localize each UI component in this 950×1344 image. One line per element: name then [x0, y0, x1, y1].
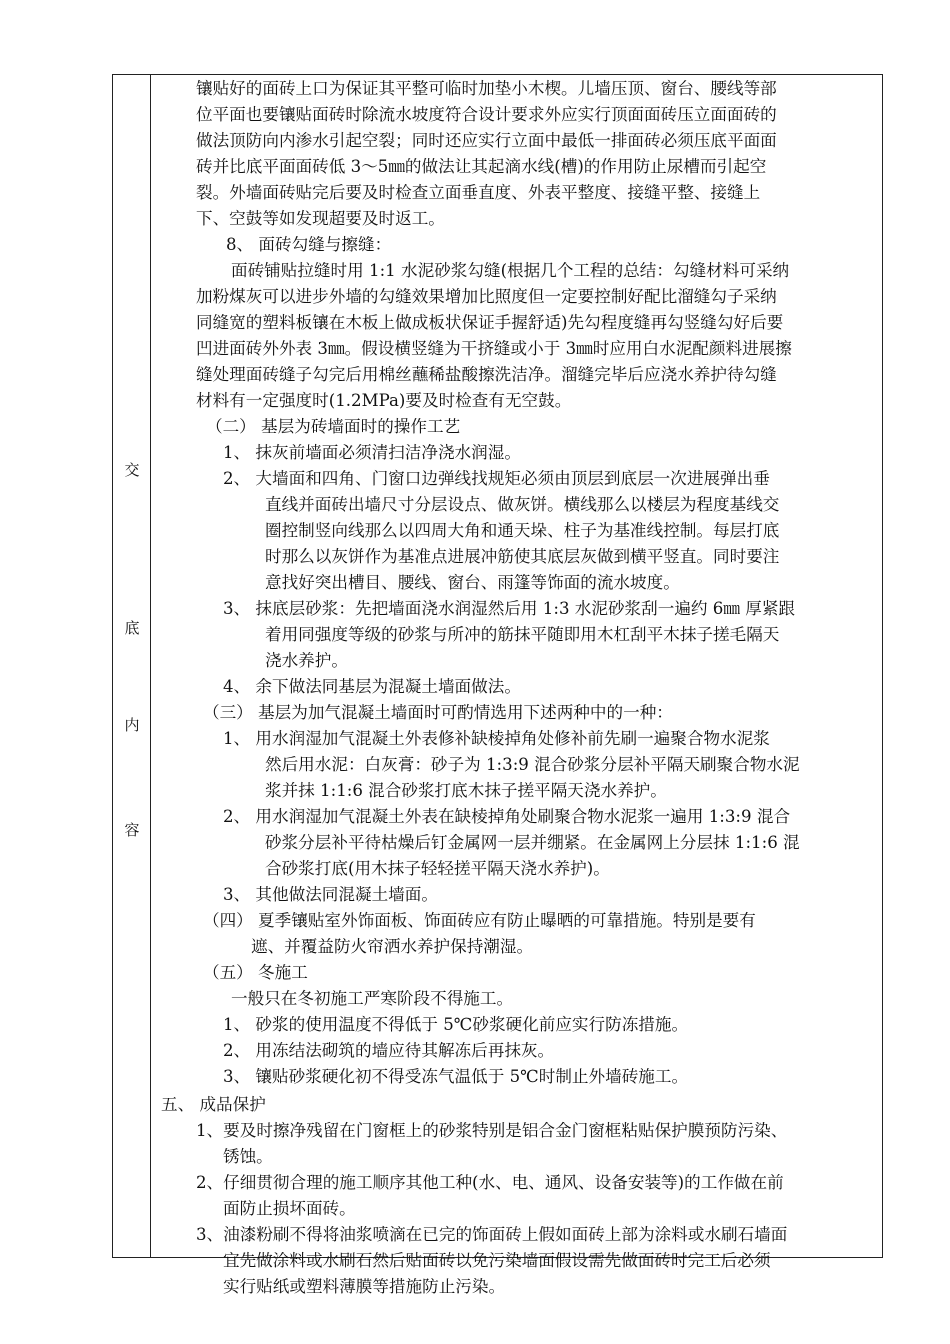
text-line: 凹进面砖外外表 3㎜。假设横竖缝为干挤缝或小于 3㎜时应用白水泥配颜料进展擦: [196, 339, 792, 358]
text-line: 砂浆分层补平待枯燥后钉金属网一层并绷紧。在金属网上分层抹 1:1:6 混: [265, 833, 800, 852]
text-line: 1、 砂浆的使用温度不得低于 5℃砂浆硬化前应实行防冻措施。: [223, 1015, 689, 1034]
text-line: 然后用水泥：白灰膏：砂子为 1:3:9 混合砂浆分层补平隔天刷聚合物水泥: [265, 755, 800, 774]
text-line: 遮、并覆益防火帘洒水养护保持潮湿。: [251, 937, 534, 956]
text-line: （二） 基层为砖墙面时的操作工艺: [206, 417, 461, 436]
text-line: 实行贴纸或塑料薄膜等措施防止污染。: [223, 1277, 506, 1296]
text-line: 一般只在冬初施工严寒阶段不得施工。: [231, 989, 514, 1008]
text-line: （三） 基层为加气混凝土墙面时可酌情选用下述两种中的一种：: [203, 703, 673, 722]
text-line: 同缝宽的塑料板镶在木板上做成板状保证手握舒适)先勾程度缝再勾竖缝勾好后要: [196, 313, 784, 332]
text-line: 时那么以灰饼作为基准点进展冲筋使其底层灰做到横平竖直。同时要注: [265, 547, 780, 566]
label-char: 内: [124, 716, 140, 734]
text-line: 2、 用水润湿加气混凝土外表在缺棱掉角处刷聚合物水泥浆一遍用 1:3:9 混合: [223, 807, 791, 826]
text-line: 8、 面砖勾缝与擦缝：: [226, 235, 392, 254]
text-line: 2、 用冻结法砌筑的墙应待其解冻后再抹灰。: [223, 1041, 555, 1060]
text-line: 位平面也要镶贴面砖时除流水坡度符合设计要求外应实行顶面面砖压立面面砖的: [196, 105, 777, 124]
text-line: 砖并比底平面面砖低 3～5㎜的做法让其起滴水线(槽)的作用防止尿槽而引起空: [196, 157, 767, 176]
text-line: 面防止损坏面砖。: [223, 1199, 356, 1218]
text-line: （四） 夏季镶贴室外饰面板、饰面砖应有防止曝晒的可靠措施。特别是要有: [203, 911, 756, 930]
text-line: 4、 余下做法同基层为混凝土墙面做法。: [223, 677, 521, 696]
text-line: 做法顶防向内渗水引起空裂；同时还应实行立面中最低一排面砖必须压底平面面: [196, 131, 777, 150]
text-line: 面砖铺贴拉缝时用 1:1 水泥砂浆勾缝(根据几个工程的总结：勾缝材料可采纳: [231, 261, 790, 280]
label-char: 容: [124, 821, 140, 839]
text-line: 缝处理面砖缝子勾完后用棉丝蘸稀盐酸擦洗洁净。溜缝完毕后应浇水养护待勾缝: [196, 365, 777, 384]
text-line: 镶贴好的面砖上口为保证其平整可临时加垫小木楔。儿墙压顶、窗台、腰线等部: [196, 79, 777, 98]
text-line: （五） 冬施工: [203, 963, 308, 982]
text-line: 裂。外墙面砖贴完后要及时检查立面垂直度、外表平整度、接缝平整、接缝上: [196, 183, 761, 202]
text-line: 下、空鼓等如发现超要及时返工。: [196, 209, 445, 228]
text-line: 1、 用水润湿加气混凝土外表修补缺棱掉角处修补前先刷一遍聚合物水泥浆: [223, 729, 770, 748]
label-char: 交: [124, 461, 140, 479]
text-line: 意找好突出槽目、腰线、窗台、雨篷等饰面的流水坡度。: [265, 573, 680, 592]
label-char: 底: [124, 619, 140, 637]
disclosure-content: [151, 75, 882, 1296]
text-line: 锈蚀。: [223, 1147, 273, 1166]
text-line: 3、油漆粉刷不得将油浆喷滴在已完的饰面砖上假如面砖上部为涂料或水刷石墙面: [196, 1225, 788, 1244]
disclosure-table: [112, 74, 883, 1296]
text-line: 2、 大墙面和四角、门窗口边弹线找规矩必须由顶层到底层一次进展弹出垂: [223, 469, 770, 488]
text-line: 1、要及时擦净残留在门窗框上的砂浆特别是铝合金门窗框粘贴保护膜预防污染、: [196, 1121, 788, 1140]
label-column: [113, 75, 151, 1257]
text-line: 3、 其他做法同混凝土墙面。: [223, 885, 438, 904]
text-line: 3、 镶贴砂浆硬化初不得受冻气温低于 5℃时制止外墙砖施工。: [223, 1067, 689, 1086]
text-line: 着用同强度等级的砂浆与所冲的筋抹平随即用木杠刮平木抹子搓毛隔天: [265, 625, 780, 644]
text-line: 1、 抹灰前墙面必须清扫洁净浇水润湿。: [223, 443, 521, 462]
text-line: 浆并抹 1:1:6 混合砂浆打底木抹子搓平隔天浇水养护。: [265, 781, 667, 800]
text-line: 3、 抹底层砂浆：先把墙面浇水润湿然后用 1:3 水泥砂浆刮一遍约 6㎜ 厚紧跟: [223, 599, 796, 618]
text-line: 加粉煤灰可以进步外墙的勾缝效果增加比照度但一定要控制好配比溜缝勾子采纳: [196, 287, 777, 306]
text-line: 浇水养护。: [265, 651, 348, 670]
text-line: 材料有一定强度时(1.2MPa)要及时检查有无空鼓。: [196, 391, 572, 410]
text-line: 2、仔细贯彻合理的施工顺序其他工种(水、电、通风、设备安装等)的工作做在前: [196, 1173, 784, 1192]
text-line: 直线并面砖出墙尺寸分层设点、做灰饼。横线那么以楼层为程度基线交: [265, 495, 780, 514]
text-line: 五、 成品保护: [161, 1095, 266, 1114]
text-line: 圈控制竖向线那么以四周大角和通天垛、柱子为基准线控制。每层打底: [265, 521, 780, 540]
text-line: 宜先做涂料或水刷石然后贴面砖以免污染墙面假设需先做面砖时完工后必须: [223, 1251, 771, 1270]
text-line: 合砂浆打底(用木抹子轻轻搓平隔天浇水养护)。: [265, 859, 610, 878]
